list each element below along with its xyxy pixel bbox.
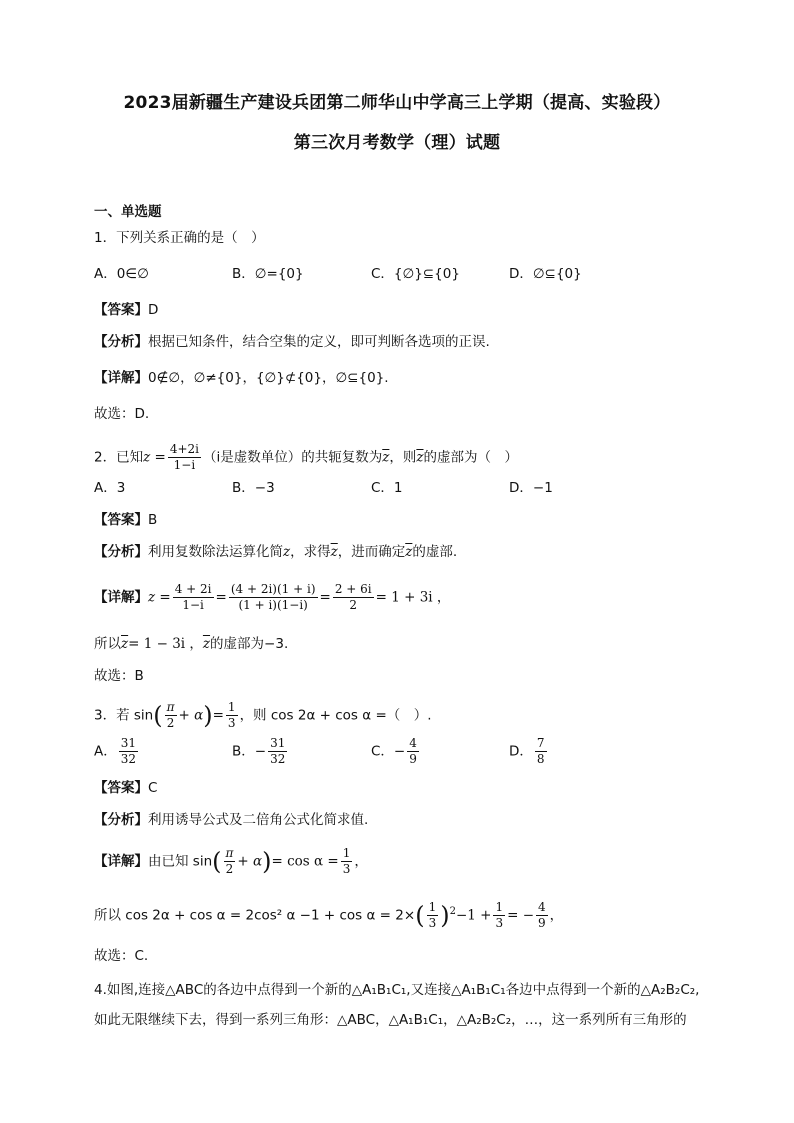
q3-a-pre: A． (94, 743, 117, 760)
q1-option-a: A．0∈∅ (94, 266, 149, 282)
q2-detail-f3n: 2 + 6i (334, 582, 372, 596)
q3-conc-pre: 所以 cos 2α + cos α = 2cos² α −1 + cos α = 2× (94, 907, 416, 924)
q3-choose: 故选：C. (94, 948, 149, 964)
q2-analysis-mid2: ，进而确定 (337, 544, 406, 560)
q2-analysis-pre: 利用复数除法运算化简 (148, 544, 283, 560)
q3-detail-end: ， (354, 853, 368, 870)
answer-tag: 【答案】 (94, 512, 148, 528)
q2-stem-post: （i是虚数单位）的共轭复数为 (202, 449, 383, 466)
q2-answer-value: B (148, 512, 158, 528)
q1-analysis-text: 根据已知条件，结合空集的定义，即可判断各选项的正误. (148, 334, 490, 350)
q3-one: 1 (227, 700, 236, 714)
q2-num: 4+2i (169, 442, 199, 456)
q3-c-n: 4 (409, 736, 417, 750)
q3-conc-one-2: 1 (495, 900, 504, 914)
q2-stem-pre: 2．已知 (94, 449, 144, 466)
q3-b-d: 32 (270, 752, 286, 766)
q1-choose: 故选：D. (94, 406, 150, 422)
q3-conc-frac2 (493, 900, 505, 931)
q2-detail-f2d: (1 + i)(1−i) (238, 598, 308, 612)
q2-den: 1−i (173, 458, 196, 472)
q2-conc-zbar: $\overline{z}$ (121, 636, 129, 652)
q2-option-d: D．−1 (509, 480, 553, 496)
analysis-tag: 【分析】 (94, 812, 148, 828)
q2-zbar-2: $\overline{z}$ (416, 449, 424, 466)
q3-conc-nine: 9 (538, 916, 546, 930)
q3-detail-pre: 由已知 sin (148, 853, 213, 870)
q1-answer (94, 300, 158, 320)
q3-detail-three: 3 (342, 862, 351, 876)
detail-tag: 【详解】 (94, 589, 148, 606)
q1-analysis (94, 332, 490, 352)
q2-analysis-mid: ，求得 (290, 544, 331, 560)
q2-analysis-zbar: $\overline{z}$ (330, 544, 338, 560)
q3-b-pre: B．− (232, 743, 267, 760)
q3-c-frac (407, 736, 419, 767)
q2-conc-pre: 所以 (94, 636, 121, 652)
q3-option-c (371, 736, 421, 767)
q2-analysis-end: 的虚部. (412, 544, 458, 560)
q3-a-d: 32 (120, 752, 137, 766)
q3-a-frac (119, 736, 138, 767)
q3-detail-mid: = cos α = (271, 853, 339, 870)
q3-analysis-text: 利用诱导公式及二倍角公式化简求值. (148, 812, 369, 828)
section-heading: 一、单选题 (94, 204, 162, 220)
q3-pi: π (166, 700, 175, 714)
q3-stem-post: ，则 cos 2α + cos α =（ ）. (239, 707, 432, 724)
q1-detail-text: 0∉∅，∅≠{0}，{∅}⊄{0}，∅⊆{0}. (148, 370, 389, 386)
q2-stem-end: ，则 (389, 449, 417, 466)
q3-option-d (509, 736, 549, 767)
q3-b-n: 31 (270, 736, 286, 750)
q2-option-b: B．−3 (232, 480, 275, 496)
q2-detail-f1d: 1−i (182, 598, 204, 612)
q3-answer (94, 778, 157, 798)
q2-stem-end2: 的虚部为（ ） (423, 449, 518, 466)
q3-c-d: 9 (409, 752, 417, 766)
q4-line2: 如此无限继续下去，得到一系列三角形：△ABC，△A₁B₁C₁，△A₂B₂C₂，…，这一系列所有三角形的 (94, 1012, 687, 1028)
q3-d-d: 8 (536, 752, 545, 766)
q2-detail: 【详解】z = $\frac{4 + 2i}{1-i}$ = $\frac{(4 + 2i)(1 + i)}{(1 + i)(1-i)}$ = $\frac{2 + 6i}{2}$ = 1 + 3i ， (94, 582, 451, 612)
q3-alpha: + α (178, 707, 204, 724)
q3-conc-mid: −1 + (455, 907, 492, 924)
q3-b-frac (268, 736, 287, 767)
q2-stem (94, 442, 518, 473)
q3-detail-one: 1 (342, 846, 351, 860)
q2-fraction (168, 442, 201, 473)
q2-analysis-z: z (283, 544, 291, 560)
paper-title-line1: 2023届新疆生产建设兵团第二师华山中学高三上学期（提高、实验段） (123, 93, 671, 113)
q2-z: z = (143, 449, 166, 466)
q3-conc-frac3 (536, 900, 548, 931)
q2-detail-tail: = 1 + 3i ， (375, 589, 451, 606)
q3-conclusion: 所以 cos 2α + cos α = 2cos² α −1 + cos α = 2×( $\frac{1}{3}$ )$^2$−1 + $\frac{1}{3}$ = − $\frac{4}{9}$ ， (94, 900, 564, 930)
q3-conc-three-2: 3 (495, 916, 504, 930)
detail-tag: 【详解】 (94, 370, 148, 386)
q3-detail-alpha: + α (237, 853, 263, 870)
q3-d-n: 7 (536, 736, 545, 750)
q3-detail-pi: π (225, 846, 234, 860)
q3-conc-one: 1 (428, 900, 437, 914)
q1-option-d: D．∅⊆{0} (509, 266, 582, 282)
q2-conc-zbar-2: $\overline{z}$ (202, 636, 211, 652)
q2-conc-eq: = 1 − 3i ， (128, 636, 203, 652)
q3-three: 3 (227, 716, 236, 730)
q2-analysis-zbar-2: $\overline{z}$ (405, 544, 413, 560)
q2-conclusion (94, 634, 288, 654)
q2-detail-f2n: (4 + 2i)(1 + i) (230, 582, 316, 596)
q3-eq: = (212, 707, 224, 724)
q2-detail-f3d: 2 (349, 598, 358, 612)
q1-option-b: B．∅={0} (232, 266, 304, 282)
q2-answer (94, 510, 157, 530)
q3-one-third (226, 700, 238, 731)
detail-tag: 【详解】 (94, 853, 148, 870)
paper-title-line2: 第三次月考数学（理）试题 (293, 133, 501, 153)
q3-answer-value: C (148, 780, 158, 796)
q3-c-pre: C．− (371, 743, 406, 760)
q1-stem: 1．下列关系正确的是（ ） (94, 230, 265, 246)
q3-two: 2 (166, 716, 175, 730)
q2-choose: 故选：B (94, 668, 144, 684)
q1-answer-value: D (148, 302, 159, 318)
analysis-tag: 【分析】 (94, 334, 148, 350)
answer-tag: 【答案】 (94, 302, 148, 318)
q2-detail-f1n: 4 + 2i (174, 582, 212, 596)
q2-detail-frac3 (333, 582, 374, 613)
q3-conc-eq: = − (507, 907, 535, 924)
q3-detail: 【详解】由已知 sin( $\frac{\pi}{2}$ + α)= cos α = $\frac{1}{3}$ ， (94, 846, 368, 876)
q2-detail-frac1 (173, 582, 214, 613)
q3-detail-pi-over-2 (224, 846, 236, 877)
q2-zbar: $\overline{z}$ (382, 449, 390, 466)
q2-option-c: C．1 (371, 480, 403, 496)
q3-pi-over-2 (165, 700, 177, 731)
q3-option-a (94, 736, 140, 767)
q4-line1: 4.如图,连接△ABC的各边中点得到一个新的△A₁B₁C₁,又连接△A₁B₁C₁各边中点得到一个新的△A₂B₂C₂, (94, 982, 700, 998)
q3-a-n: 31 (120, 736, 137, 750)
q2-option-a: A．3 (94, 480, 126, 496)
q3-conc-frac1 (427, 900, 439, 931)
q3-conc-end: ， (549, 907, 564, 924)
q2-detail-frac2 (229, 582, 318, 613)
q2-detail-lhs: z = (148, 589, 171, 606)
q3-stem: 3．若 sin( $\frac{\pi}{2}$ + α)= $\frac{1}{3}$ ，则 cos 2α + cos α =（ ）. (94, 700, 432, 730)
q3-stem-pre: 3．若 sin (94, 707, 154, 724)
q2-analysis (94, 542, 457, 562)
q3-conc-three: 3 (428, 916, 437, 930)
q3-detail-one-third (341, 846, 353, 877)
q3-conc-four: 4 (538, 900, 546, 914)
q3-analysis (94, 810, 368, 830)
analysis-tag: 【分析】 (94, 544, 148, 560)
q1-detail (94, 368, 389, 388)
q3-d-frac (535, 736, 547, 767)
q3-conc-square: 2 (449, 906, 456, 917)
answer-tag: 【答案】 (94, 780, 148, 796)
q2-conc-end: 的虚部为−3. (210, 636, 289, 652)
q3-detail-two: 2 (225, 862, 234, 876)
q1-option-c: C．{∅}⊆{0} (371, 266, 460, 282)
q3-option-b (232, 736, 289, 767)
q3-d-pre: D． (509, 743, 533, 760)
